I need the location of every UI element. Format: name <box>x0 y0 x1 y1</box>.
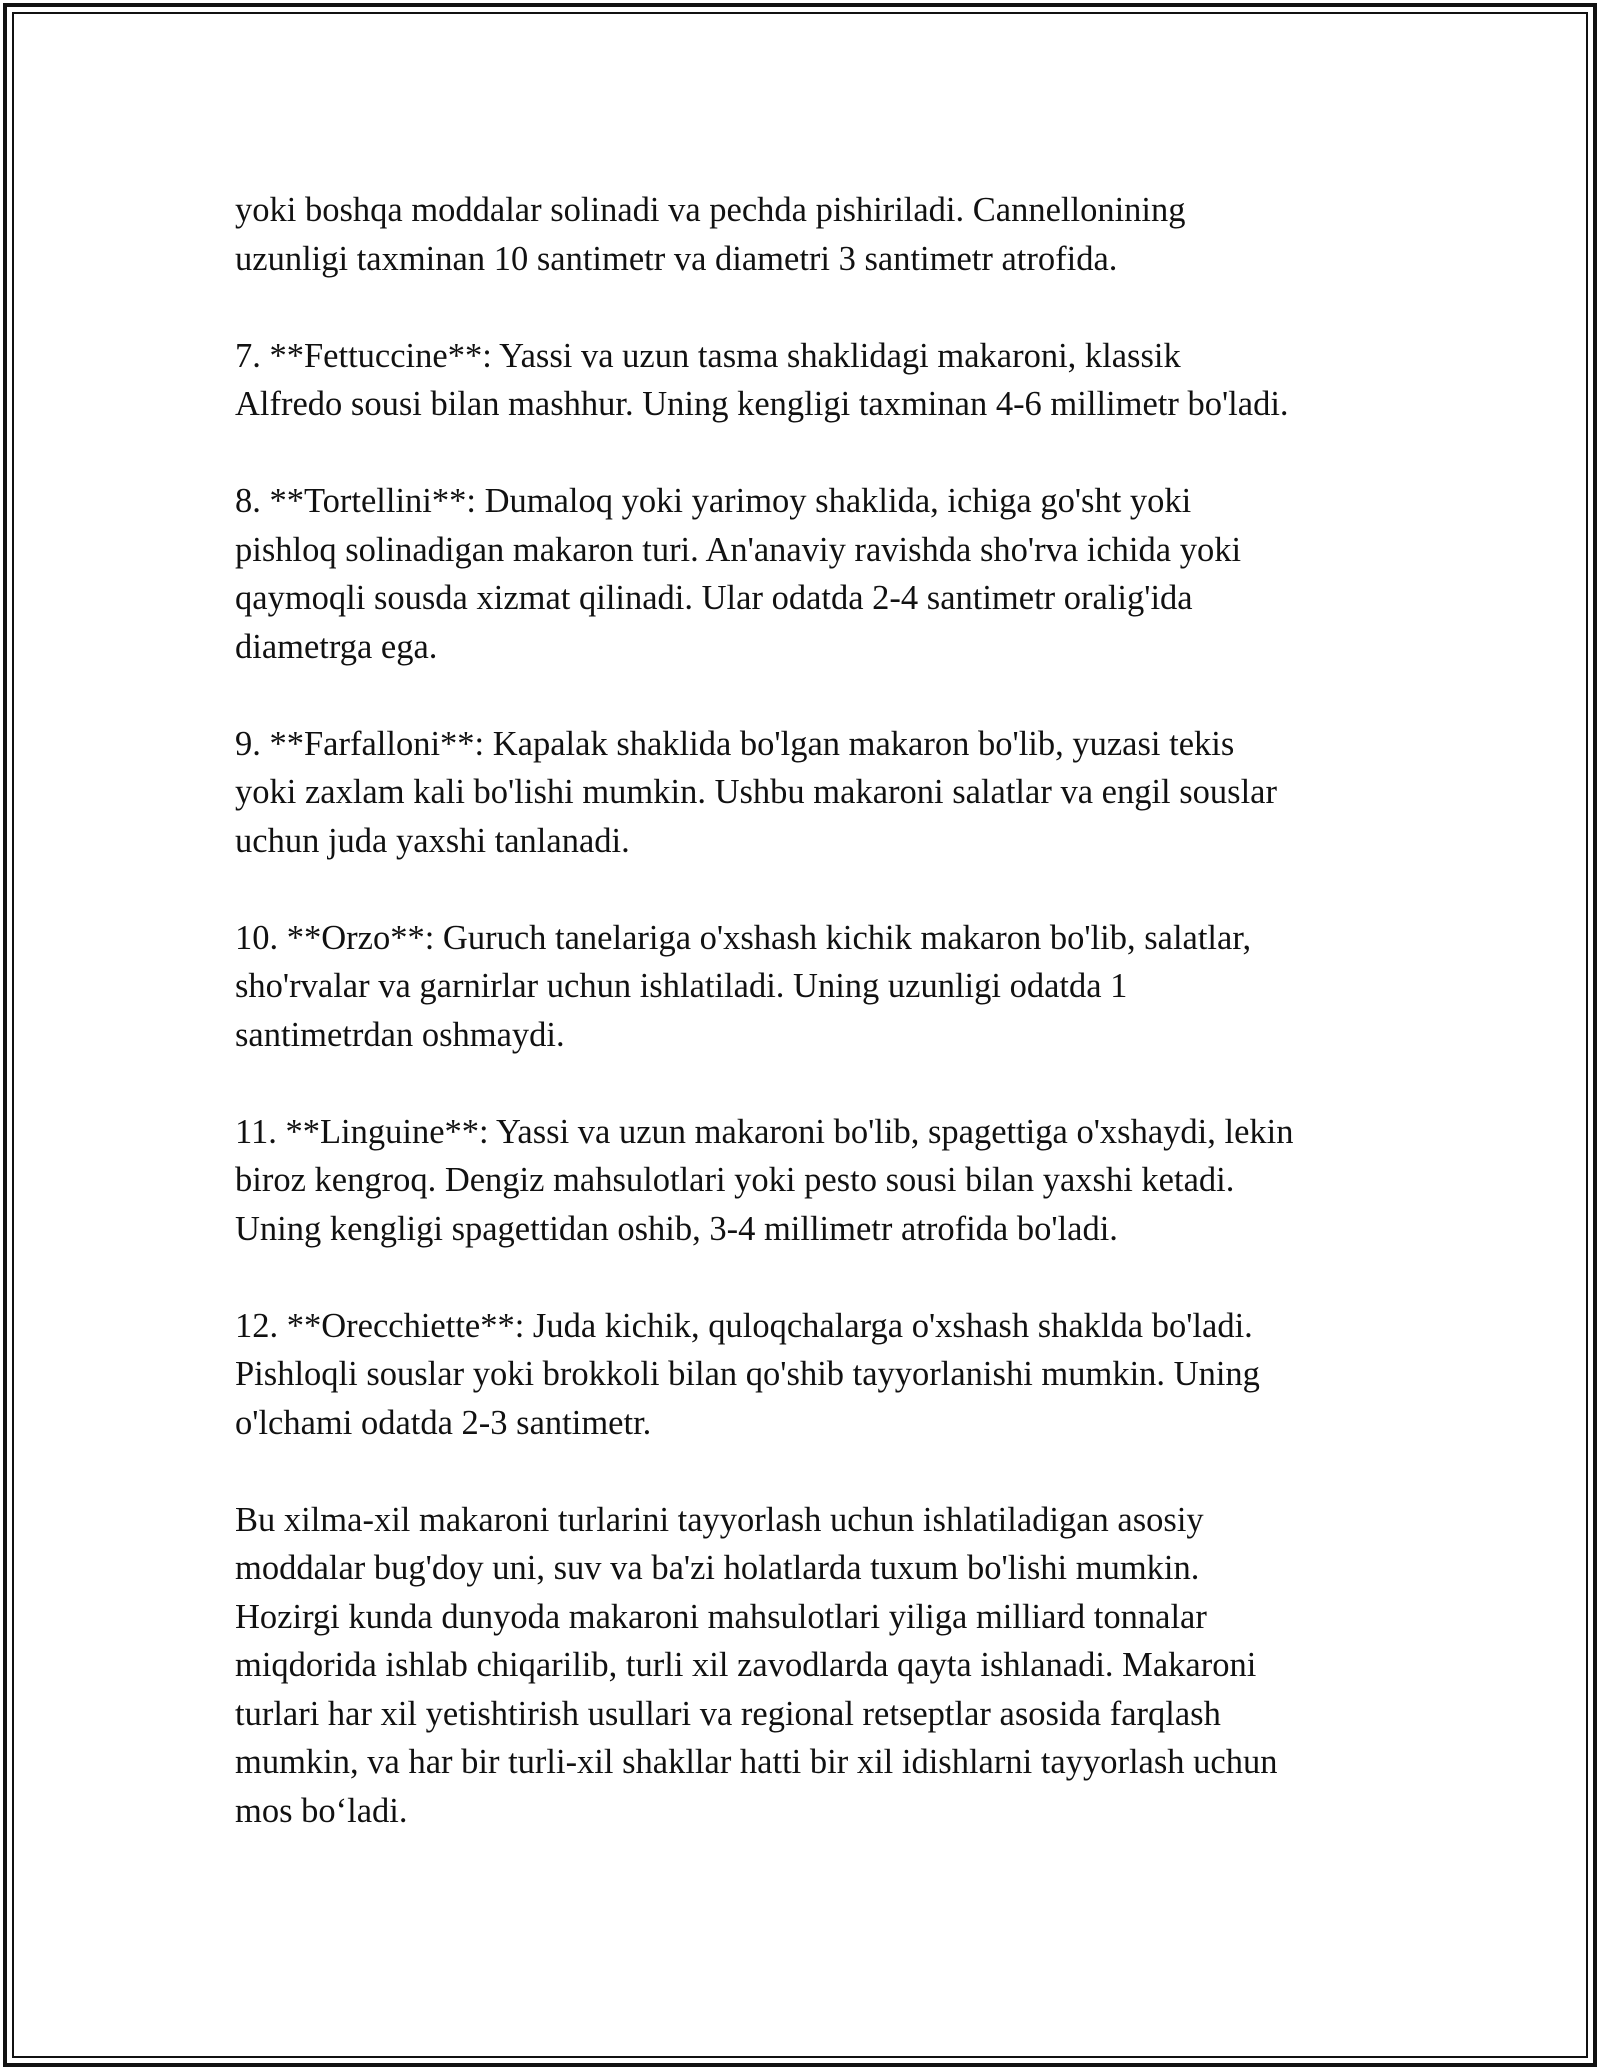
paragraph-cannelloni-continued: yoki boshqa moddalar solinadi va pechda pishiriladi. Cannellonining uzunligi taxminan 10 santimetr va diametri 3 santimetr atrofida. <box>235 191 1186 278</box>
paragraph-farfalloni: 9. **Farfalloni**: Kapalak shaklida bo'lgan makaron bo'lib, yuzasi tekis yoki zaxlam kali bo'lishi mumkin. Ushbu makaroni salatlar va engil souslar uchun juda yaxshi tanlanadi. <box>235 724 1277 860</box>
paragraph-tortellini: 8. **Tortellini**: Dumaloq yoki yarimoy shaklida, ichiga go'sht yoki pishloq solinadigan makaron turi. An'anaviy ravishda sho'rva ichida yoki qaymoqli sousda xizmat qilinadi. Ular odatda 2-4 santimetr oralig'ida diametrga ega. <box>235 482 1242 666</box>
document-body <box>235 186 1410 1835</box>
paragraph-orzo: 10. **Orzo**: Guruch tanelariga o'xshash kichik makaron bo'lib, salatlar, sho'rvalar va garnirlar uchun ishlatiladi. Uning uzunligi odatda 1 santimetrdan oshmaydi. <box>235 918 1252 1054</box>
paragraph-fettuccine: 7. **Fettuccine**: Yassi va uzun tasma shaklidagi makaroni, klassik Alfredo sousi bilan mashhur. Uning kengligi taxminan 4-6 millimetr bo'ladi. <box>235 336 1289 423</box>
paragraph-orecchiette: 12. **Orecchiette**: Juda kichik, quloqchalarga o'xshash shaklda bo'ladi. Pishloqli souslar yoki brokkoli bilan qo'shib tayyorlanishi mumkin. Uning o'lchami odatda 2-3 santimetr. <box>235 1306 1260 1442</box>
paragraph-linguine: 11. **Linguine**: Yassi va uzun makaroni bo'lib, spagettiga o'xshaydi, lekin biroz kengroq. Dengiz mahsulotlari yoki pesto sousi bilan yaxshi ketadi. Uning kengligi spagettidan oshib, 3-4 millimetr atrofida bo'ladi. <box>235 1112 1294 1248</box>
paragraph-conclusion: Bu xilma-xil makaroni turlarini tayyorlash uchun ishlatiladigan asosiy moddalar bug'doy uni, suv va ba'zi holatlarda tuxum bo'lishi mumkin. Hozirgi kunda dunyoda makaroni mahsulotlari yiliga milliard tonnalar miqdorida ishlab chiqarilib, turli xil zavodlarda qayta ishlanadi. Makaroni turlari har xil yetishtirish usullari va regional retseptlar asosida farqlash mumkin, va har bir turli-xil shakllar hatti bir xil idishlarni tayyorlash uchun mos bo‘ladi. <box>235 1500 1278 1830</box>
